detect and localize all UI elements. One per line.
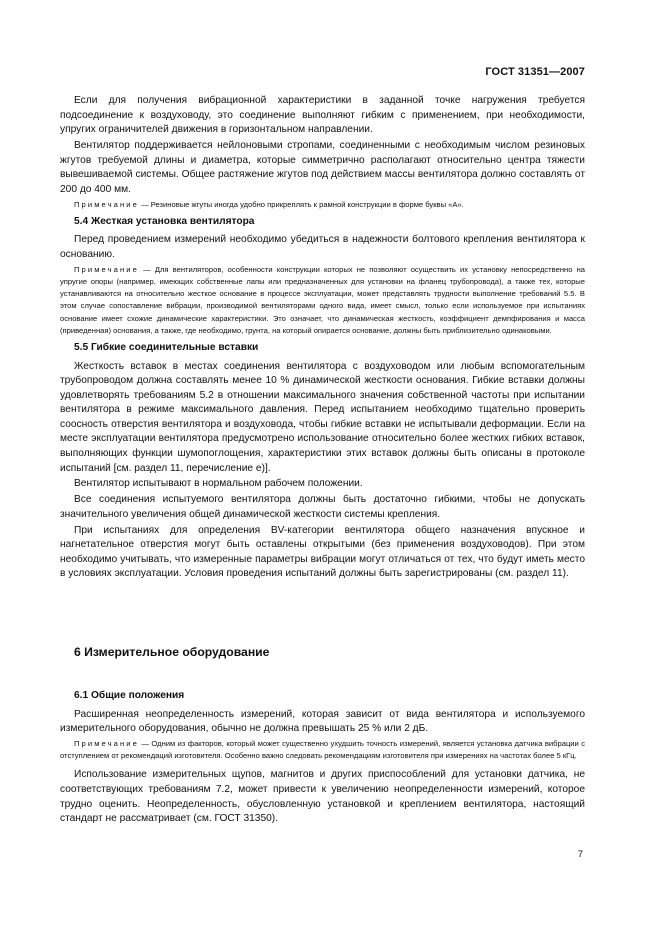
note: [60, 738, 585, 762]
paragraph: Если для получения вибрационной характеристики в заданной точке нагружения требуется подсоединение к воздуховоду, это соединение выполняют гибким с применением, при необходимости, упругих ограничителей движения в горизонтальном направлении.: [60, 95, 585, 136]
paragraph: Вентилятор испытывают в нормальном рабочем положении.: [74, 478, 363, 490]
note: [60, 264, 585, 337]
note-text: — Для вентиляторов, особенности конструкции которых не позволяют осуществить их установку непосредственно на упругие опоры (например, имеющих собственные лапы или предназначенных для установки на фланец трубопровода), а также тех, которые устанавливаются на относительно жесткое основание в процессе эксплуатации, может представлять трудности выполнение требований 5.5. В этом случае сопоставление вибрации, производимой вентиляторами одного вида, имеет смысл, только если используемое при испытаниях основание имеет схожие динамические характеристики. Это означает, что динамическая жесткость, коэффициент демпфирования и масса (приведенная) основания, а также, где необходимо, грунта, на который опирается основание, должны быть приблизительно одинаковыми.: [60, 264, 585, 335]
note-text: — Одним из факторов, который может существенно ухудшить точность измерений, является установка датчика вибрации с отступлением от рекомендаций изготовителя. Особенно важно следовать рекомендациям изготовителя при измерениях на частотах более 5 кГц.: [60, 738, 585, 761]
page-number: 7: [577, 849, 583, 860]
text-block-lower: [60, 689, 585, 828]
section-title: 6 Измерительное оборудование: [74, 645, 270, 659]
paragraph: Все соединения испытуемого вентилятора должны быть достаточно гибкими, чтобы не допускать значительного увеличения общей динамической жесткости системы крепления.: [60, 494, 585, 520]
section-heading-6: [60, 644, 585, 660]
subsection-heading-6-1: 6.1 Общие положения: [74, 690, 185, 701]
text-block-upper: [60, 94, 585, 583]
note-label: Примечание: [74, 199, 139, 209]
note-label: Примечание: [74, 738, 139, 748]
paragraph: Жесткость вставок в местах соединения вентилятора с воздуховодом или любым вспомогательным трубопроводом должна составлять менее 10 % динамической жесткости основания. Гибкие вставки должны удовлетворять требованиям 5.2 в отношении максимального значения собственной частоты при испытании вентилятора в режиме максимального давления. Перед испытанием необходимо тщательно проверить соосность отверстия вентилятора и воздуховода, чтобы гибкие вставки не испытывали деформации. Если на месте эксплуатации вентилятора предусмотрено использование относительно более жестких гибких вставок, выполняющих функции шумопоглощения, характеристики этих вставок должны быть описаны в протоколе испытаний [см. раздел 11, перечисление е)].: [60, 360, 585, 474]
paragraph: Перед проведением измерений необходимо убедиться в надежности болтового крепления вентилятора к основанию.: [60, 234, 585, 260]
paragraph: При испытаниях для определения BV-категории вентилятора общего назначения впускное и нагнетательное отверстия могут быть оставлены открытыми (без применения воздуховодов). При этом необходимо учитывать, что измеренные параметры вибрации могут отличаться от тех, что будут иметь место в условиях эксплуатации. Условия проведения испытаний должны быть зарегистрированы (см. раздел 11).: [60, 524, 585, 580]
document-code-header: ГОСТ 31351—2007: [485, 66, 585, 78]
subsection-heading-5-5: 5.5 Гибкие соединительные вставки: [74, 341, 259, 353]
note: [60, 199, 585, 211]
paragraph: Расширенная неопределенность измерений, которая зависит от вида вентилятора и используемого измерительного оборудования, обычно не должна превышать 25 % или 2 дБ.: [60, 708, 585, 735]
note-label: Примечание: [74, 264, 139, 274]
note-text: — Резиновые жгуты иногда удобно прикреплять к рамной конструкции в форме буквы «А».: [138, 199, 464, 209]
subsection-heading-5-4: 5.4 Жесткая установка вентилятора: [74, 215, 255, 227]
paragraph: Вентилятор поддерживается нейлоновыми стропами, соединенными с необходимым числом резиновых жгутов требуемой длины и диаметра, которые симметрично располагают относительно центра тяжести вывешиваемой системы. Общее растяжение жгутов под действием массы вентилятора должно составлять от 200 до 400 мм.: [60, 139, 585, 195]
paragraph: Использование измерительных щупов, магнитов и других приспособлений для установки датчика, не соответствующих требованиям 7.2, может привести к увеличению неопределенности измерений, которое трудно оценить. Неопределенность, обусловленную установкой и креплением вентилятора, настоящий стандарт не рассматривает (см. ГОСТ 31350).: [60, 769, 585, 825]
